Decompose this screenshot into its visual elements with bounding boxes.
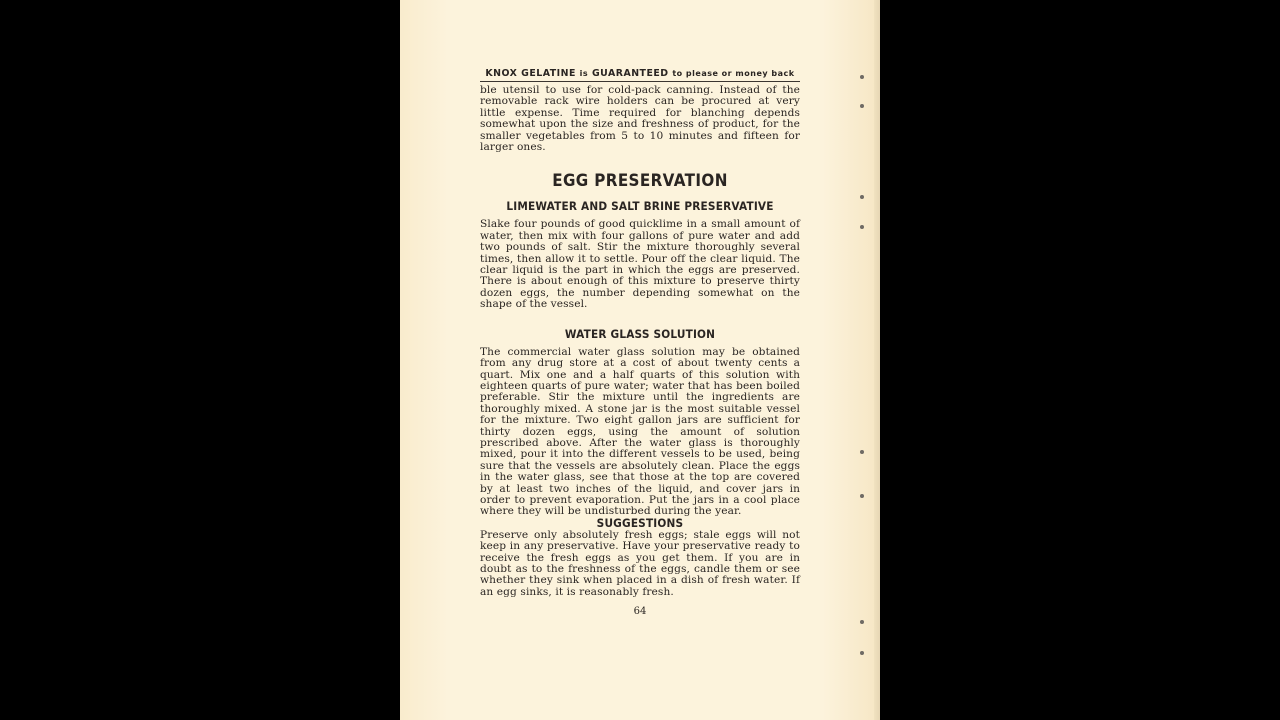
binding-hole-mark [860, 450, 864, 454]
page-content [480, 64, 800, 617]
binding-hole-mark [860, 494, 864, 498]
scanned-page [400, 0, 880, 720]
page-number: 64 [633, 606, 647, 618]
binding-hole-mark [860, 195, 864, 199]
water-glass-paragraph: The commercial water glass solution may be obtained from any drug store at a cost of about twenty cents a quart. Mix one and a half quarts of this solution with eighteen quarts of pure water; water that has been boiled preferable. Stir the mixture until the ingredients are thoroughly mixed. A stone jar is the most suitable vessel for the mixture. Two eight gallon jars are sufficient for thirty dozen eggs, using the amount of solution prescribed above. After the water glass is thoroughly mixed, pour it into the different vessels to be used, being sure that the vessels are absolutely clean. Place the eggs in the water glass, see that those at the top are covered by at least two inches of the liquid, and cover jars in order to prevent evaporation. Put the jars in a cool place where they will be undisturbed during the year. [480, 345, 800, 518]
running-head-brand: KNOX GELATINE [485, 68, 576, 79]
binding-hole-mark [860, 75, 864, 79]
intro-paragraph: ble utensil to use for cold-pack canning. Instead of the removable rack wire holders can be procured at very little expense. Time required for blanching depends somewhat upon the size and freshness of product, for the smaller vegetables from 5 to 10 minutes and fifteen for larger ones. [480, 84, 800, 154]
limewater-paragraph: Slake four pounds of good quicklime in a small amount of water, then mix with four gallons of pure water and add two pounds of salt. Stir the mixture thoroughly several times, then allow it to settle. Pour off the clear liquid. The clear liquid is the part in which the eggs are preserved. There is about enough of this mixture to preserve thirty dozen eggs, the number depending somewhat on the shape of the vessel. [480, 218, 800, 311]
binding-hole-mark [860, 225, 864, 229]
suggestions-paragraph: Preserve only absolutely fresh eggs; stale eggs will not keep in any preservative. Have your preservative ready to receive the fresh eggs as you get them. If you are in doubt as to the freshness of the eggs, candle them or see whether they sink when placed in a dish of fresh water. If an egg sinks, it is reasonably fresh. [480, 528, 800, 598]
running-head: KNOX GELATINE is GUARANTEED to please or money back [480, 68, 800, 82]
subsection-heading-water-glass: WATER GLASS SOLUTION [564, 327, 716, 341]
subsection-heading-suggestions: SUGGESTIONS [596, 516, 684, 530]
binding-hole-mark [860, 104, 864, 108]
page-edge [874, 0, 880, 720]
binding-hole-mark [860, 651, 864, 655]
binding-hole-mark [860, 620, 864, 624]
section-title: EGG PRESERVATION [552, 171, 728, 191]
subsection-heading-limewater: LIMEWATER AND SALT BRINE PRESERVATIVE [506, 200, 774, 214]
